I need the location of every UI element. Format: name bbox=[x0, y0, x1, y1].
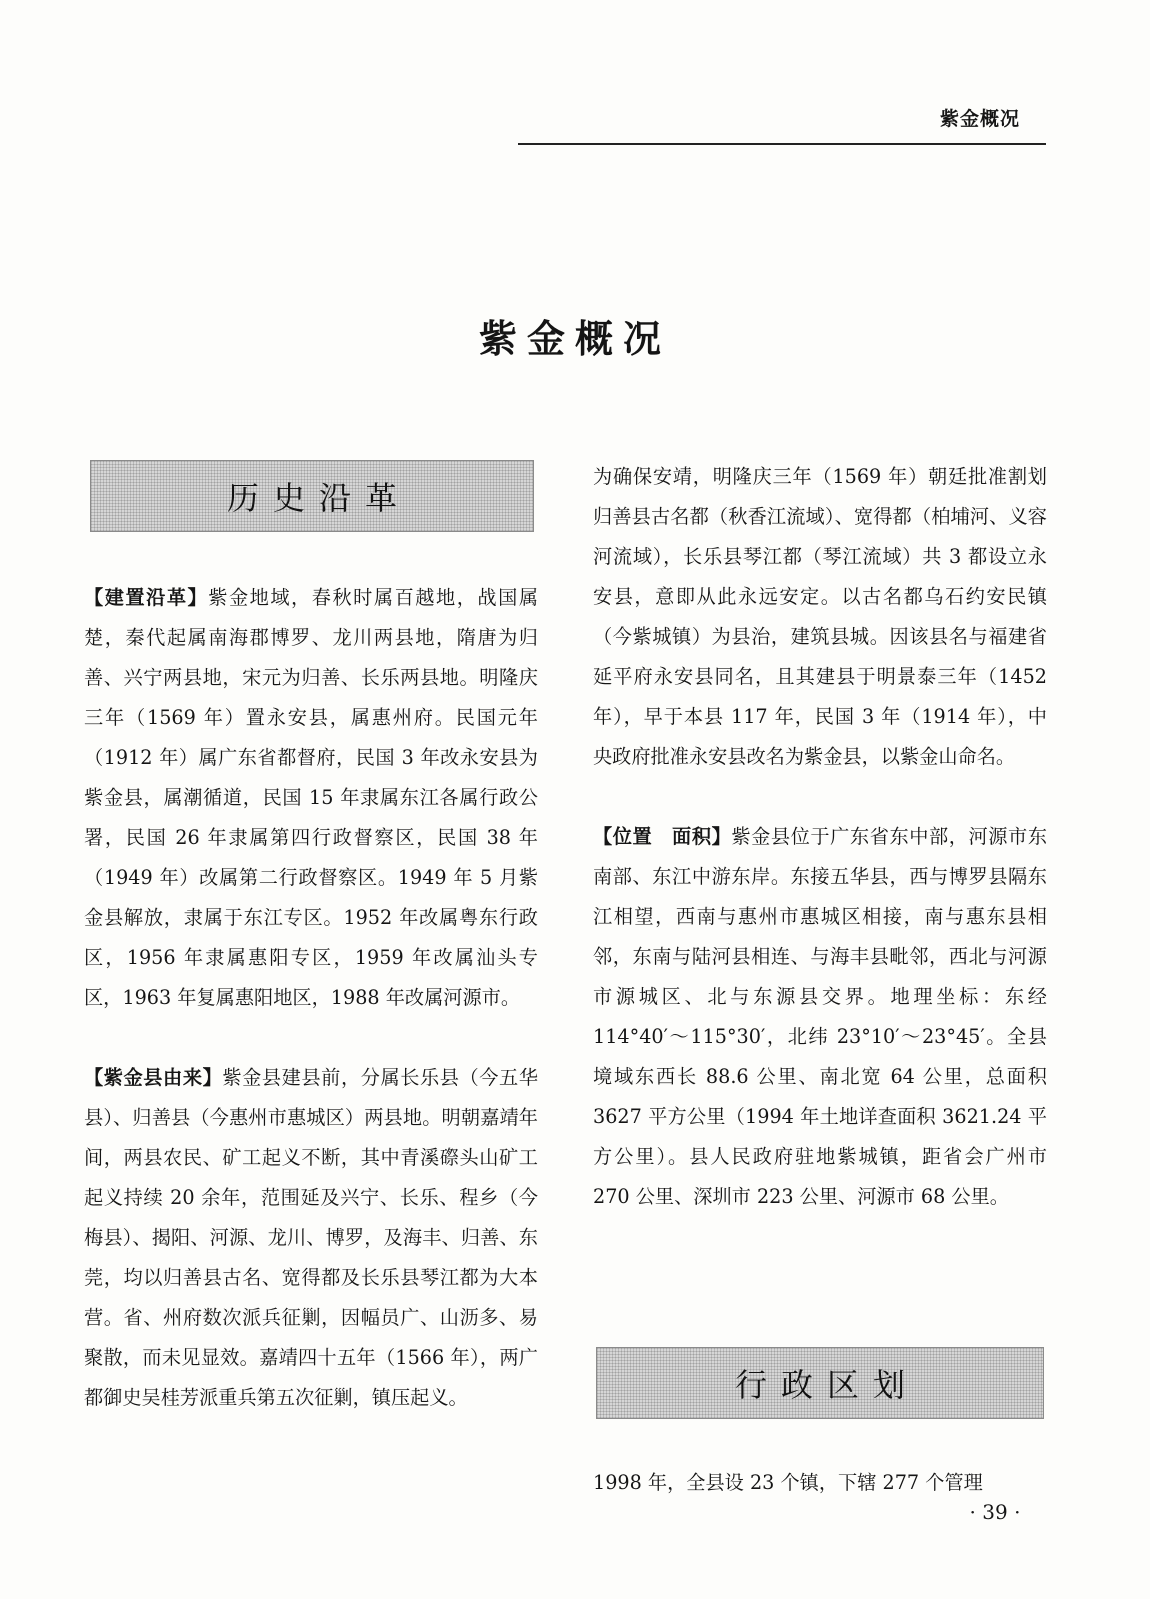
left-column bbox=[84, 578, 538, 1418]
header-rule bbox=[518, 143, 1046, 145]
paragraph-location-area bbox=[593, 817, 1047, 1217]
section-heading-history-text: 历史沿革 bbox=[226, 479, 411, 517]
paragraph-lead-location-area: 【位置 面积】 bbox=[593, 825, 732, 848]
paragraph-lead-establishment: 【建置沿革】 bbox=[84, 586, 209, 609]
paragraph-body-county-origin: 紫金县建县前，分属长乐县（今五华县）、归善县（今惠州市惠城区）两县地。明朝嘉靖年间，两县农民、矿工起义不断，其中青溪磜头山矿工起义持续 20 余年，范围延及兴宁、长乐、程乡（今梅县）、揭阳、河源、龙川、博罗，及海丰、归善、东莞，均以归善县古名、宽得都及长乐县琴江都为大本营。省、州府数次派兵征剿，因幅员广、山沥多、易聚散，而未见显效。嘉靖四十五年（1566 年），两广都御史吴桂芳派重兵第五次征剿，镇压起义。 bbox=[84, 1066, 539, 1409]
running-header-title: 紫金概况 bbox=[939, 108, 1020, 130]
paragraph-lead-county-origin: 【紫金县由来】 bbox=[84, 1066, 223, 1089]
paragraph-body-establishment: 紫金地域，春秋时属百越地，战国属楚，秦代起属南海郡博罗、龙川两县地，隋唐为归善、兴宁两县地，宋元为归善、长乐两县地。明隆庆三年（1569 年）置永安县，属惠州府。民国元年（1912 年）属广东省都督府，民国 3 年改永安县为紫金县，属潮循道，民国 15 年隶属东江各属行政公署，民国 26 年隶属第四行政督察区，民国 38 年（1949 年）改属第二行政督察区。1949 年 5 月紫金县解放，隶属于东江专区。1952 年改属粤东行政区，1956 年隶属惠阳专区，1959 年改属汕头专区，1963 年复属惠阳地区，1988 年改属河源市。 bbox=[84, 586, 539, 1009]
section-heading-admin-divisions bbox=[596, 1347, 1044, 1419]
right-column bbox=[593, 457, 1047, 1217]
paragraph-body-location-area: 紫金县位于广东省东中部，河源市东南部、东江中游东岸。东接五华县，西与博罗县隔东江相望，西南与惠州市惠城区相接，南与惠东县相邻，东南与陆河县相连、与海丰县毗邻，西北与河源市源城区、北与东源县交界。地理坐标：东经 114°40′～115°30′，北纬 23°10′～23°45′。全县境域东西长 88.6 公里、南北宽 64 公里，总面积 3627 平方公里（1994 年土地详查面积 3621.24 平方公里）。县人民政府驻地紫城镇，距省会广州市 270 公里、深圳市 223 公里、河源市 68 公里。 bbox=[593, 825, 1048, 1208]
page-title: 紫金概况 bbox=[478, 316, 671, 362]
paragraph-admin-divisions: 1998 年，全县设 23 个镇，下辖 277 个管理 bbox=[593, 1471, 983, 1494]
section-heading-admin-divisions-text: 行政区划 bbox=[734, 1366, 919, 1404]
paragraph-county-origin bbox=[84, 1058, 538, 1418]
page-number: · 39 · bbox=[969, 1500, 1021, 1524]
paragraph-county-origin-continued: 为确保安靖，明隆庆三年（1569 年）朝廷批准割划归善县古名都（秋香江流域）、宽得都（柏埔河、义容河流域），长乐县琴江都（琴江流域）共 3 都设立永安县，意即从此永远安定。以古名都乌石约安民镇（今紫城镇）为县治，建筑县城。因该县名与福建省延平府永安县同名，且其建县于明景泰三年（1452 年），早于本县 117 年，民国 3 年（1914 年），中央政府批准永安县改名为紫金县，以紫金山命名。 bbox=[593, 465, 1047, 768]
section-heading-history bbox=[90, 460, 534, 532]
paragraph-establishment bbox=[84, 578, 538, 1018]
